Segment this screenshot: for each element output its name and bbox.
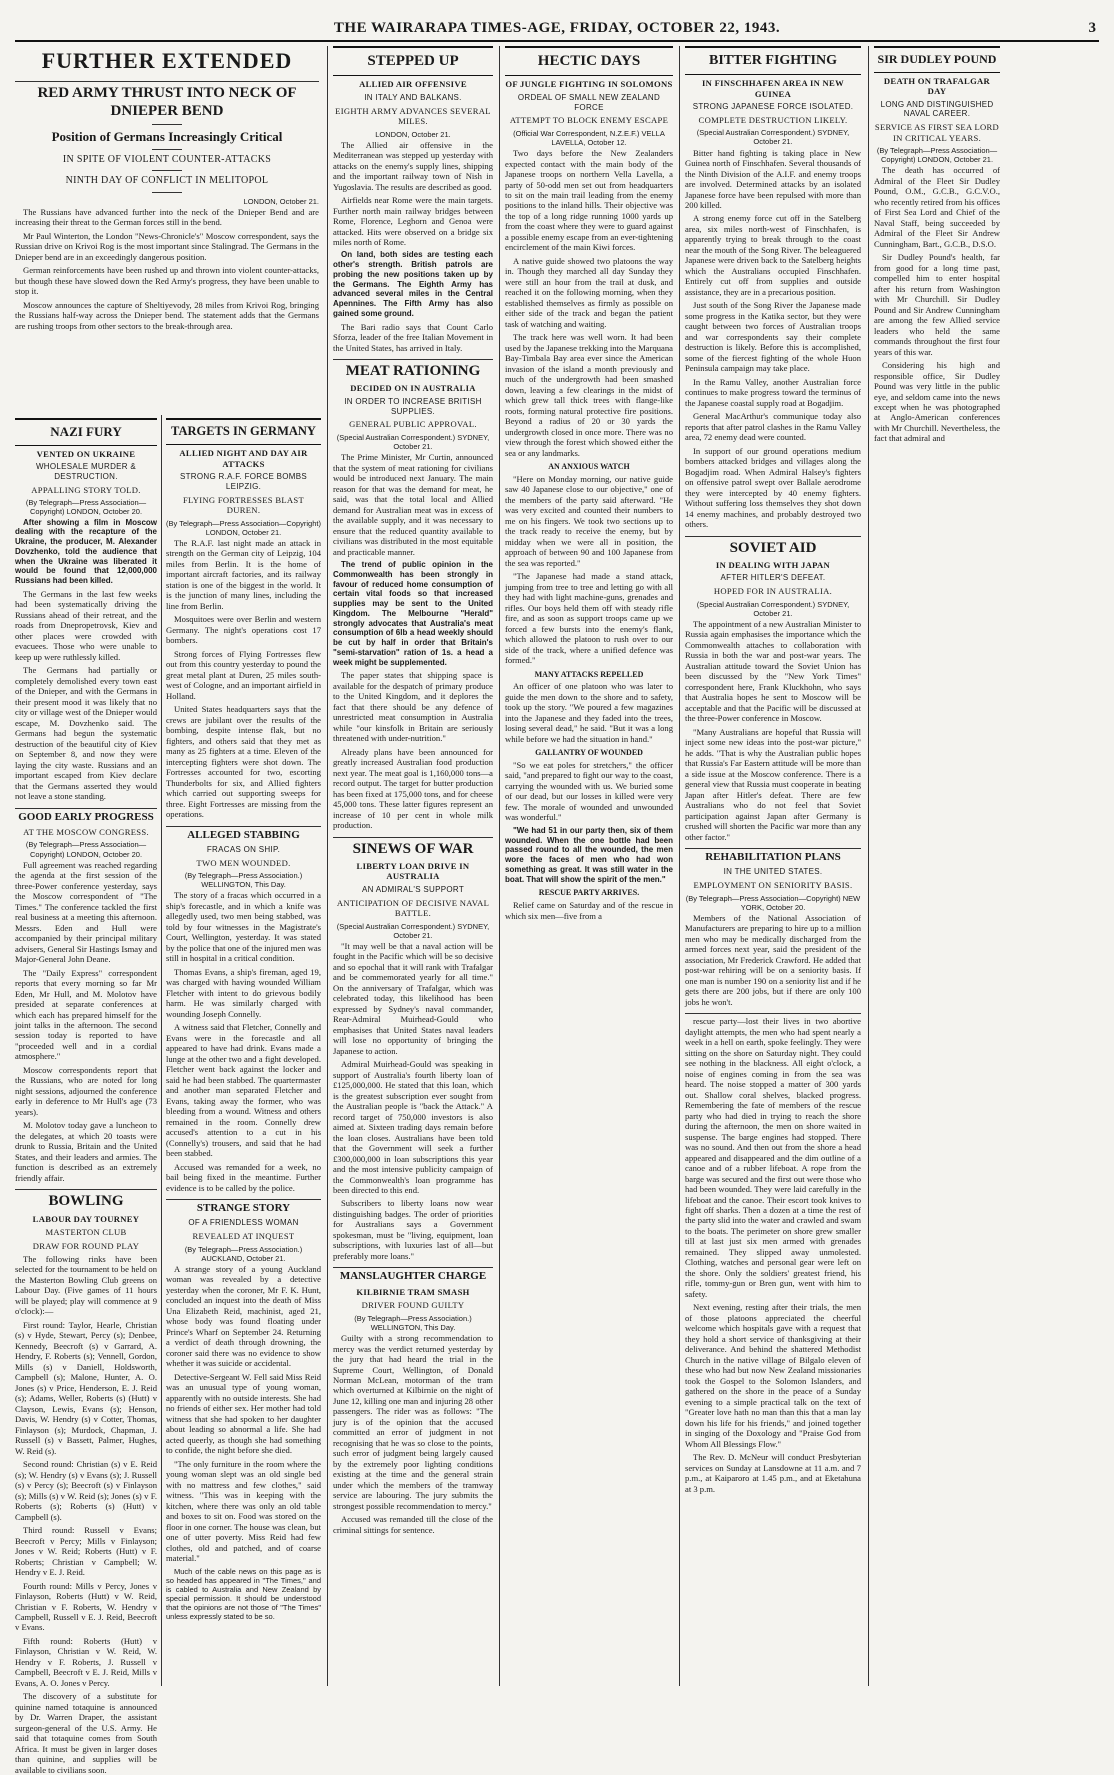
dateline: (Special Australian Correspondent.) SYDNEY, October 21. <box>336 432 490 452</box>
headline: MEAT RATIONING <box>345 363 481 380</box>
kicker: EIGHTH ARMY ADVANCES SEVERAL MILES. <box>335 105 491 127</box>
column-rule <box>679 46 680 1686</box>
headline: NAZI FURY <box>50 424 122 439</box>
paragraph: The Germans in the last few weeks had been systematically driving the Russians ahead of their retreat, and the roads from Dnepropetrovsk, Kiev and other places were crowded with evacuees. Those who were unable to keep up were ruthlessly killed. <box>15 588 157 662</box>
dateline: LONDON, October 21. <box>375 129 451 139</box>
kicker: LIBERTY LOAN DRIVE IN AUSTRALIA <box>356 860 470 882</box>
paragraph: General MacArthur's communique today also reports that after patrol clashes in the Ramu Valley area, 72 enemy dead were counted. <box>685 411 861 443</box>
divider <box>333 359 493 360</box>
paragraph: The Germans had partially or completely demolished every town east of the Dnieper, and with the Germans in their present mood it was likely that no city or village west of the Dnieper would escape, M. Dovzhenko said. The Germans had begun the systematic destruction of the beautiful city of Kiev on September 8, and now they were laying the city waste. Russians and an important escaped from Kiev declare that the Germans asserted they would not leave a stone standing. <box>15 665 157 802</box>
kicker: APPALLING STORY TOLD. <box>31 484 141 495</box>
kicker: MASTERTON CLUB <box>45 1227 127 1238</box>
paragraph: On land, both sides are testing each other's strength. British patrols are probing the new positions taken up by the Germans. The Eighth Army has advanced several miles in the Central Apennines. The Fifth Army has also gained some ground. <box>333 250 493 318</box>
kicker: TWO MEN WOUNDED. <box>196 857 291 868</box>
paragraph: Airfields near Rome were the main targets. Further north main railway bridges between Rome, Florence, Leghorn and Genoa were attacked. Hits were observed on a bridge six miles north of Rome. <box>333 195 493 247</box>
paragraph: Fourth round: Mills v Percy, Jones v Finlayson, Roberts (Hutt) v W. Reid, Christian v F. Roberts, W. Hendry v Campbell, Russell v E. J. Reid, Beecroft v Evans. <box>15 1580 157 1633</box>
dateline: (Special Australian Correspondent.) SYDNEY, October 21. <box>336 921 490 940</box>
kicker: LABOUR DAY TOURNEY <box>32 1213 140 1224</box>
kicker: ATTEMPT TO BLOCK ENEMY ESCAPE <box>509 115 669 126</box>
dateline: (Special Australian Correspondent.) SYDNEY, October 21. <box>696 128 850 147</box>
paragraph: In support of our ground operations medium bombers attacked bridges and villages along the Bogadjim road. When Admiral Halsey's fighters on offensive patrol swept over Ballale aerodrome they were intercepted by 40 enemy fighters. Without suffering loss themselves they shot down 14 enemy machines, and probably destroyed two others. <box>685 445 861 530</box>
dateline: (By Telegraph—Press Association—Copyright) NEW YORK, October 20. <box>685 893 861 912</box>
column-2 <box>333 46 493 1686</box>
divider <box>685 848 861 849</box>
column-rule <box>161 415 162 1686</box>
kicker: ALLIED NIGHT AND DAY AIR ATTACKS <box>179 448 308 469</box>
headline: MANSLAUGHTER CHARGE <box>339 1270 487 1283</box>
kicker: AFTER HITLER'S DEFEAT. <box>720 573 826 583</box>
article-further-extended <box>15 46 319 414</box>
paragraph: The track here was well worn. It had been used by the Japanese trekking into the Marquana Bay-Timbala Bay area ever since the American invasion of the island a month previously and much of the undergrowth had been smashed down, leaving a few clearings in the midst of which grew tall thick trees with flange-like roots, forming natural protective fire positions. Beyond a radius of 20 or 30 yards the undergrowth closed in once more. There was no view through the forest which showed either the sea or any landmarks. <box>505 332 673 458</box>
divider <box>15 808 157 809</box>
divider <box>152 149 182 150</box>
paragraph: Moscow correspondents report that the Russians, who are noted for long night sessions, adjourned the conference early in deference to Mr Hull's age (73 years). <box>15 1064 157 1117</box>
paragraph: Mosquitoes were over Berlin and western Germany. The night's operations cost 17 bombers. <box>166 614 321 646</box>
dateline: (Official War Correspondent, N.Z.E.F.) VELLA LAVELLA, October 12. <box>513 128 665 147</box>
divider <box>15 81 319 82</box>
paragraph: rescue party—lost their lives in two abortive daylight attempts, the men who had spent nearly a week in a hell on earth, spoke feelingly. They were sitting on the shore on Saturday night. They could see nothing in the blackness. All eight o'clock, a noise of engines coming in from the sea was heard. The noise stopped a matter of 300 yards out. Shallow coral shelves, blacked progress. Remembering the fate of members of the rescue party who had died in trying to reach the shore during the afternoon, the men on shore waited in suspense. The barge engines had stopped. There was no sound. And then out from the shore a head appeared and disappeared and the dim outline of a canoe and of a rubber lifeboat. A rope from the barge was secured and the first out were those who had been wounded. They were laid carefully in the lifeboat and the canoe. Their escort took knives to fight off sharks. Then a dozen at a time the rest of the party slid into the water and crawled and swam to the boats. The perimeter on shore grew smaller till at last just six men armed with grenades remained. They slipped away unmolested. Clothing, watches and personal gear were left on the shore. Only the soldiers' greatest friend, his rifle, tommy-gun or Bren gun, went with him to safety. <box>685 1016 861 1299</box>
masthead <box>0 20 1114 42</box>
article-targets <box>166 418 321 445</box>
crosshead: RESCUE PARTY ARRIVES. <box>538 888 640 898</box>
divider <box>152 192 182 193</box>
kicker: DRIVER FOUND GUILTY <box>361 1300 465 1311</box>
paragraph: The death has occurred of Admiral of the Fleet Sir Dudley Pound, O.M., G.C.B., G.C.V.O., who recently retired from his offices of First Sea Lord and Chief of the Naval Staff, being succeeded by Admiral of the Fleet Sir Andrew Cunningham, Bart., G.C.B., D.S.O. <box>874 165 1000 249</box>
column-5 <box>874 46 1099 1686</box>
column-1a <box>15 418 157 1775</box>
paragraph: An officer of one platoon who was later to guide the men down to the shore and to safety, took up the story. "We poured a few magazines into the Japanese and they faded into the trees, losing several dead," he said. "But it was a long while before we had the situation in hand." <box>505 681 673 744</box>
paragraph: Two days before the New Zealanders expected contact with the main body of the Japanese troops on northern Vella Lavella, a party of 50-odd men set out from headquarters to sit on the main trail leading from the enemy positions to the inland hills. Their objective was the top of a long ridge running 1000 yards up from the coast where they were to guard against a possible enemy escape from an ever-tightening encirclement of the main Kiwi forces. <box>505 148 673 253</box>
column-1b <box>166 418 321 1686</box>
kicker: IN DEALING WITH JAPAN <box>715 559 831 570</box>
paragraph: "Here on Monday morning, our native guide saw 40 Japanese close to our objective," one of the members of the party said afterward. "He was very excited and counted their numbers to me on his fingers. We took two sections up to the track ready to receive the enemy, but by midday when we were all in position, the approach of between 90 and 100 Japanese from the sea was reported." <box>505 473 673 568</box>
dateline: (By Telegraph—Press Association.) WELLINGTON, This Day. <box>184 871 303 890</box>
paragraph: Already plans have been announced for greatly increased Australian food production next year. The meat goal is 1,160,000 tons—a record output. The target for butter production has been fixed at 175,000 tons, and for cheese 45,000 tons. These latter figures represent an increase of 10 per cent in whole milk production. <box>333 746 493 831</box>
paragraph: "We had 51 in our party then, six of them wounded. When the one bottle had been passed round to all the wounded, the men wore the faces of men who had won something as great. It was still water in the boat. That will show the spirit of the men." <box>505 825 673 884</box>
paragraph: The R.A.F. last night made an attack in strength on the German city of Leipzig, 104 miles from Berlin. It is the home of important aircraft factories, and its railway station is one of the biggest in the world. It is the junction of many lines, including the line from Berlin. <box>166 537 321 611</box>
dateline: (By Telegraph—Press Association.) WELLINGTON, This Day. <box>354 1313 472 1332</box>
kicker: IN ITALY AND BALKANS. <box>364 92 462 102</box>
paragraph: Detective-Sergeant W. Fell said Miss Reid was an unusual type of young woman, apparently with no outside interests. She had no friends of either sex. Her mother had told witness that she had spoken to her daughter about leading so abnormal a life. She had acted queerly, as though she had something to confide, the night before she died. <box>166 1371 321 1456</box>
kicker: ORDEAL OF SMALL NEW ZEALAND FORCE <box>517 92 661 112</box>
paragraph: United States headquarters says that the crews are jubilant over the results of the bombing, despite intense flak, but no fighters, and others said that they met as many as 25 fighters at a time. Eleven of the intercepting fighters were shot down. The Fortresses accounted for two, escorting Thunderbolts for six, and Allied fighters which carried out supporting sweeps for three. Eight Fortresses are missing from the operations. <box>166 704 321 820</box>
divider <box>333 1267 493 1268</box>
paragraph: Full agreement was reached regarding the agenda at the first session of the three-Power conference yesterday, says the Moscow correspondent of "The Times." The conference tackled the first real business at a meeting this afternoon. Messrs. Eden and Hull were accompanied by their principal military advisers, General Sir Hastings Ismay and Major-General John Deane. <box>15 859 157 965</box>
paragraph: "Many Australians are hopeful that Russia will inject some new ideas into the post-war picture," he adds. "That is why the Australian public hopes that Russia's Far Eastern attitude will be more than a side issue at the Moscow conference. There is a general view that Russia must cooperate in beating Japan after Hitler's defeat. There are few Australians who do not feel that Soviet participation against Japan after Germany is crushed will shorten the Pacific war more than any other factor." <box>685 726 861 842</box>
paragraph: Third round: Russell v Evans; Beecroft v Percy; Mills v Finlayson; Jones v W. Reid; Roberts (Hutt) v F. Roberts; Christian v Campbell; W. Hendry v E. J. Reid. <box>15 1525 157 1578</box>
column-3 <box>505 46 673 1686</box>
kicker: GENERAL PUBLIC APPROVAL. <box>349 419 477 430</box>
paragraph: The Bari radio says that Count Carlo Sforza, leader of the free Italian Movement in the United States, has arrived in Italy. <box>333 321 493 353</box>
paragraph: First round: Taylor, Hearle, Christian (s) v Hyde, Stewart, Percy (s); Denbee, Kennedy, Beecroft (s) v Garrard, A. Hendry, F. Roberts (s); Vennell, Gordon, Mills (s) v Daniell, Holdsworth, Campbell (s); Malone, Hunter, A. O. Jones (s) v Price, Henderson, E. J. Reid (s); Adams, Weller, Roberts (s) (Hutt) v Clayson, Lewis, Evans (s); Henson, Davis, W. Hendry (s) v Cotter, Thomas, Finlayson (s); Murdock, Chapman, J. Russell (s) v Bassett, Palmer, Hughes, W. Reid (s). <box>15 1319 157 1456</box>
headline: BITTER FIGHTING <box>709 53 837 68</box>
paragraph: "It may well be that a naval action will be fought in the Pacific which will be so decisive and so epochal that it will rank with Trafalgar and be commemorated yearly for all time." On the anniversary of Trafalgar, which was celebrated today, this likelihood has been expressed by Sydney's naval commander, Rear-Admiral Muirhead-Gould who emphasises that United States naval leaders will lose no opportunity of bringing the Japanese to action. <box>333 940 493 1056</box>
paragraph: Sir Dudley Pound's health, far from good for a long time past, compelled him to enter hospital after his return from Washington with Mr Churchill. Sir Dudley Pound and Sir Andrew Cunningham are among the few Allied service leaders who held the same commands throughout the first four years of this war. <box>874 252 1000 357</box>
paragraph: A strange story of a young Auckland woman was revealed by a detective yesterday when the coroner, Mr F. K. Hunt, concluded an inquest into the death of Miss Una Elizabeth Reid, machinist, aged 21, whose body was found floating under Prince's Wharf on September 24. Returning a verdict of death through drowning, the coroner said there was no evidence to show whether it was suicide or accidental. <box>166 1263 321 1369</box>
kicker: OF JUNGLE FIGHTING IN SOLOMONS <box>505 79 673 90</box>
paragraph: Much of the cable news on this page as is so headed has appeared in "The Times," and is cabled to Australia and New Zealand by special permission. It should be understood that the opinions are not those of "The Times" unless expressly stated to be so. <box>166 1566 321 1622</box>
kicker: VENTED ON UKRAINE <box>36 448 136 459</box>
masthead-title: THE WAIRARAPA TIMES-AGE, FRIDAY, OCTOBER 22, 1943. <box>333 20 781 36</box>
paragraph: A native guide showed two platoons the way in. Though they marched all day Sunday they were still an hour from the trail at dusk, and reached it on the following morning, when they established themselves as firmly as possible on either side of the track and began the patient task of watching and waiting. <box>505 255 673 329</box>
divider <box>166 826 321 827</box>
paragraph: Just south of the Song River the Japanese made some progress in the Katika sector, but they were caught between two forces of Australian troops and war correspondents say their complete destruction is likely. Before this is accomplished, some of the fiercest fighting of the whole Huon Peninsula campaign may take place. <box>685 300 861 374</box>
crosshead: GALLANTRY OF WOUNDED <box>535 748 643 758</box>
paragraph: Thomas Evans, a ship's fireman, aged 19, was charged with having wounded William Fletcher with intent to do grievous bodily harm. He was similarly charged with wounding Joseph Connelly. <box>166 966 321 1019</box>
kicker: IN FINSCHHAFEN AREA IN NEW GUINEA <box>702 78 844 99</box>
article-hectic-days <box>505 46 673 76</box>
paragraph: Guilty with a strong recommendation to mercy was the verdict returned yesterday by the jury that had heard the trial in the Supreme Court, Wellington, of Donald Norman McLean, motorman of the tram which overturned at Kilbirnie on the night of June 12, killing one man and injuring 28 other passengers. The rider was as follows: "The jury is of the opinion that the accused committed an error of judgment in not recognising that he was so close to the points, such error of judgment being largely caused by the extremely poor lighting conditions existing at the time and the general strain under which the members of the tramway service are labouring. The jury submits the strongest possible recommendation to mercy." <box>333 1333 493 1511</box>
headline: ALLEGED STABBING <box>187 828 300 841</box>
headline: SINEWS OF WAR <box>352 840 474 857</box>
subheadline: RED ARMY THRUST INTO NECK OF DNIEPER BEND <box>37 84 297 120</box>
kicker: AT THE MOSCOW CONGRESS. <box>23 826 149 837</box>
kicker: WHOLESALE MURDER & DESTRUCTION. <box>35 462 137 482</box>
divider <box>685 536 861 537</box>
paragraph: In the Ramu Valley, another Australian force continues to make progress toward the terminus of the Japanese coastal supply road at Bogadjim. <box>685 376 861 408</box>
paragraph: The Prime Minister, Mr Curtin, announced that the system of meat rationing for civilians would be introduced next January. The main reason for that was the demand for meat, he said, was that the total local and Allied demand for Australian meat was in excess of the available supply, and it was necessary to ensure that the reduced quantity available to civilians was distributed in the most equitable and practicable manner. <box>333 452 493 557</box>
paragraph: Bitter hand fighting is taking place in New Guinea north of Finschhafen. Several thousands of the Ninth Division of the A.I.F. and enemy troops are involved. Determined attacks by an isolated Japanese force have been repulsed with more than 200 killed. <box>685 147 861 210</box>
paragraph: The story of a fracas which occurred in a ship's forecastle, and in which a knife was allegedly used, two men being stabbed, was told by four witnesses in the Magistrate's Court, Wellington, yesterday. It was stated by the police that one of the injured men was still in hospital in a critical condition. <box>166 890 321 964</box>
kicker: EMPLOYMENT ON SENIORITY BASIS. <box>693 880 853 891</box>
paragraph: Accused was remanded till the close of the criminal sittings for sentence. <box>333 1514 493 1535</box>
kicker: IN THE UNITED STATES. <box>723 867 823 877</box>
column-rule <box>327 46 328 1686</box>
kicker: DECIDED ON IN AUSTRALIA <box>350 383 476 394</box>
column-5a <box>874 46 1000 1686</box>
kicker: STRONG R.A.F. FORCE BOMBS LEIPZIG. <box>179 472 308 491</box>
headline: TARGETS IN GERMANY <box>171 424 316 438</box>
paragraph: Relief came on Saturday and of the rescue in which six men—five from a <box>505 900 673 921</box>
paragraph: A strong enemy force cut off in the Satelberg area, six miles north-west of Finschhafen, is apparently trying to break through to the coast near the mouth of the Song River. The beleaguered Japanese were driven back to the Satelberg heights which the Australians occupied Finschhafen. Entirely cut off from supplies and outside assistance, they are in a precarious position. <box>685 213 861 297</box>
dateline: (By Telegraph—Press Association—Copyright) LONDON, October 21. <box>166 518 321 537</box>
paragraph: Admiral Muirhead-Gould was speaking in support of Australia's fourth liberty loan of £125,000,000. He stated that this loan, which is the greatest subscription ever sought from the Australian people is "back the Attack." A record target of 750,000 investors is also aimed at. Sixteen trading days remain before the loan closes. Australians have been told that the Government will seek a further £300,000,000 in loan subscriptions this year and the most intensive publicity campaign of the Commonwealth's loan programme has been directed to this end. <box>333 1059 493 1195</box>
crosshead: AN ANXIOUS WATCH <box>548 462 630 472</box>
paragraph: Subscribers to liberty loans now wear distinguishing badges. The order of priorities for Australians says a Government spokesman, must be "living, equipment, loan subscriptions, with luxuries last of all—but preferably more loans." <box>333 1198 493 1261</box>
paragraph: Members of the National Association of Manufacturers are preparing to hire up to a million men who may be medically discharged from the armed forces next year, said the president of the association, Mr Frederick Crawford. He added that post-war rehiring will be on a seniority basis. If one man is number 190 on a seniority list and if he gets there are 200 jobs, but if there are only 100 jobs he won't. <box>685 912 861 1007</box>
kicker: DEATH ON TRAFALGAR DAY <box>883 75 991 97</box>
paragraph: Mr Paul Winterton, the London "News-Chronicle's" Moscow correspondent, says the Russian drive on Krivoi Rog is the most important since Stalingrad. The Germans in the Dnieper bend are in an exceedingly dangerous position. <box>15 230 319 262</box>
paragraph: "The Japanese had made a stand attack, jumping from tree to tree and letting go with all they had with light machine-guns, grenades and rifles. Our boys held them off with steady rifle fire, and as soon as support troops came up we forced a few bursts into the enemy's flank, which allowed the platoon to rush over to our side of the track, where a unified defence was formed." <box>505 571 673 666</box>
paragraph: After showing a film in Moscow dealing with the recapture of the Ukraine, the producer, M. Alexander Dovzhenko, told the audience that when the Ukraine was liberated it would be found that 12,000,000 Russians had been killed. <box>15 517 157 586</box>
paragraph: The Russians have advanced further into the neck of the Dnieper Bend and are increasing their threat to the German forces still in the bend. <box>15 206 319 228</box>
kicker: SERVICE AS FIRST SEA LORD IN CRITICAL YEARS. <box>874 122 1000 143</box>
column-rule <box>868 46 869 1686</box>
kicker: NINTH DAY OF CONFLICT IN MELITOPOL <box>65 175 269 187</box>
divider <box>152 170 182 171</box>
article-stepped-up <box>333 46 493 76</box>
headline: BOWLING <box>48 1193 124 1210</box>
kicker: FRACAS ON SHIP. <box>206 844 281 854</box>
paragraph: The following rinks have been selected for the tournament to be held on the Masterton Bowling Club greens on Labour Day. (Five games of 11 hours will be played; play will commence at 9 o'clock):— <box>15 1254 157 1317</box>
paragraph: Considering his high and responsible office, Sir Dudley Pound was very little in the public eye, and seldom came into the news except when he was photographed at Anglo-American conferences with Mr Churchill. Nevertheless, the fact that admiral and <box>874 360 1001 444</box>
paragraph: A witness said that Fletcher, Connelly and Evans were in the forecastle and all appeared to have had drink. Evans made a lunge at the other two and a fight developed. Fletcher went back against the locker and said he had been stabbed. The quartermaster and another man separated Fletcher and Evans, taking away the former, who was bleeding from a wound. Witness and others remained in the room. Connelly drew accused's attention to a cut in his (Connelly's) trousers, and said that he had been stabbed. <box>166 1022 321 1159</box>
paragraph: Moscow announces the capture of Sheltiyevody, 28 miles from Krivoi Rog, bringing the Russians half-way across the Dnieper bend. The statement adds that the Germans are rushing troops from other sectors to the break-through area. <box>15 299 319 331</box>
kicker: OF A FRIENDLESS WOMAN <box>188 1218 299 1228</box>
divider <box>152 124 182 125</box>
dateline: (By Telegraph—Press Association—Copyright) LONDON, October 20. <box>25 840 147 859</box>
paragraph: Fifth round: Roberts (Hutt) v Finlayson, Christian v W. Reid, W. Hendry v F. Roberts, J. Russell v Campbell, Beecroft v E. J. Reid, Mills v Evans, A. O. Jones v Percy. <box>15 1635 157 1688</box>
top-rule <box>15 40 1099 42</box>
paragraph: "So we eat poles for stretchers," the officer said, "and prepared to fight our way to the coast, carrying the wounded with us. We buried some of our dead, but our losses in killed were very few. The morale of wounded and unwounded was wonderful." <box>505 759 673 823</box>
kicker: LONG AND DISTINGUISHED NAVAL CAREER. <box>880 99 994 119</box>
headline: STEPPED UP <box>367 53 459 69</box>
kicker: IN SPITE OF VIOLENT COUNTER-ATTACKS <box>62 154 272 166</box>
paragraph: The "Daily Express" correspondent reports that every morning so far Mr Eden, Mr Hull, and M. Molotov have presided at separate conferences at which each has prepared himself for the joint talks in the afternoon. The second session today is reported to have "proceeded well and in a cordial atmosphere." <box>15 967 157 1062</box>
headline: FURTHER EXTENDED <box>41 48 293 73</box>
headline: HECTIC DAYS <box>537 53 641 69</box>
column-rule <box>499 46 500 1686</box>
kicker: IN ORDER TO INCREASE BRITISH SUPPLIES. <box>344 396 482 416</box>
dateline: (By Telegraph—Press Association—Copyright) LONDON, October 21. <box>876 146 998 165</box>
paragraph: Next evening, resting after their trials, the men of those platoons appreciated the cheerful welcome which hospitals gave with a request that they hold a short service of thanksgiving at their deliverance. And behind the shattered Methodist Church in the native village of Bilgalo eleven of these who had but now New Zealand missionaries took the Gospel to the Solomon Islanders, and gathered on the shore in the peace of a Sunday evening to a simple practical talk on the text of "Greater love hath no man than this that a man lay down his life for his friends," and joined together in singing of the Doxology and "Praise God from Whom All Blessings Flow." <box>685 1302 861 1449</box>
article-bitter-fighting <box>685 46 861 75</box>
dateline: (By Telegraph—Press Association.) AUCKLAND, October 21. <box>184 1244 303 1263</box>
divider <box>15 1189 157 1190</box>
paragraph: The discovery of a substitute for quinine named totaquine is announced by Dr. Warren Draper, the assistant surgeon-general of the U.S. Army. He said that totaquine comes from South Africa. It must be given in larger doses than quinine, and supplies will be available to civilians soon. <box>15 1691 157 1775</box>
article-nazi-fury <box>15 418 157 446</box>
kicker: ANTICIPATION OF DECISIVE NAVAL BATTLE. <box>336 897 490 919</box>
headline: GOOD EARLY PROGRESS <box>18 810 154 823</box>
page-number: 3 <box>1088 20 1096 36</box>
headline: REHABILITATION PLANS <box>705 850 841 863</box>
dateline: (By Telegraph—Press Association—Copyright) LONDON, October 20. <box>25 498 147 517</box>
dateline: LONDON, October 21. <box>243 196 319 206</box>
kicker: AN ADMIRAL'S SUPPORT <box>361 884 465 894</box>
paragraph: M. Molotov today gave a luncheon to the delegates, at which 20 toasts were drunk to Russia, Britain and the United States, and their leaders and armies. The function is described as an extremely friendly affair. <box>15 1120 157 1183</box>
paragraph: Strong forces of Flying Fortresses flew out from this country yesterday to pound the great metal plant at Duren, 25 miles south-west of Cologne, and an important airfield in Holland. <box>166 648 321 701</box>
paragraph: The trend of public opinion in the Commonwealth has been strongly in favour of reduced home consumption of certain vital foods so that increased supplies may be sent to the United Kingdom. The Melbourne "Herald" strongly advocates that Australia's meat consumption of 6lb a head weekly should be cut by half in order that Britain's "semi-starvation" ration of 1s. a head a week might be supplemented. <box>333 560 493 667</box>
kicker: FLYING FORTRESSES BLAST DUREN. <box>182 494 305 516</box>
paragraph: The Rev. D. McNeur will conduct Presbyterian services on Sunday at Lansdowne at 11 a.m. and 7 p.m., at Kaiparoro at 1.45 p.m., and at Eketahuna at 3 p.m. <box>685 1452 861 1494</box>
subheadline: Position of Germans Increasingly Critical <box>51 129 283 145</box>
paragraph: German reinforcements have been rushed up and thrown into violent counter-attacks, but though these have slowed down the Red Army's progress, they have been unable to stop it. <box>15 265 319 297</box>
article-sir-dudley-pound <box>874 46 1000 73</box>
kicker: REVEALED AT INQUEST <box>192 1231 295 1242</box>
headline: SOVIET AID <box>729 539 817 556</box>
dateline: (Special Australian Correspondent.) SYDNEY, October 21. <box>696 599 850 618</box>
divider <box>333 837 493 838</box>
kicker: KILBIRNIE TRAM SMASH <box>356 1286 470 1297</box>
paragraph: Accused was remanded for a week, no bail being fixed in the meantime. Further evidence is to be called by the police. <box>166 1161 321 1193</box>
divider <box>685 1013 861 1014</box>
kicker: DRAW FOR ROUND PLAY <box>32 1240 140 1251</box>
column-4 <box>685 46 861 1686</box>
paragraph: "The only furniture in the room where the young woman slept was an old single bed with no mattress and few clothes," said witness. "This was in keeping with the kitchen, where there was only an old table and boxes to sit on. Food was stored on the floor in one corner. The house was clean, but one of utter poverty. Miss Reid had few clothes, old and patched, and of coarse material." <box>166 1458 321 1564</box>
headline: STRANGE STORY <box>196 1202 291 1215</box>
headline: SIR DUDLEY POUND <box>877 52 997 66</box>
crosshead: MANY ATTACKS REPELLED <box>534 669 644 679</box>
divider <box>166 1199 321 1200</box>
paragraph: Second round: Christian (s) v E. Reid (s); W. Hendry (s) v Evans (s); J. Russell (s) v Percy (s); Beecroft (s) v Finlayson (s); Mills (s) v W. Reid (s); Jones (s) v F. Roberts (s); Roberts (s) (Hutt) v Campbell (s). <box>15 1459 157 1522</box>
kicker: COMPLETE DESTRUCTION LIKELY. <box>698 114 848 125</box>
paragraph: The paper states that shipping space is available for the despatch of primary produce to the United Kingdom, and it deplores the fact that there should be any defence of unrestricted meat consumption in Australia while "our kinsfolk in Britain are seriously threatened with under-nutrition." <box>333 670 493 744</box>
paragraph: The appointment of a new Australian Minister to Russia again emphasises the importance which the Commonwealth attaches to collaboration with Russia in both the war and post-war years. The Australian attitude toward the Soviet Union has been discussed by the "New York Times" correspondent here, Frank Kluckhohn, who says that Australia hopes he sent to Moscow will be acceptable and that the Pacific will be discussed at the three-Power conference in Moscow. <box>685 618 861 724</box>
kicker: HOPED FOR IN AUSTRALIA. <box>713 586 833 597</box>
kicker: ALLIED AIR OFFENSIVE <box>359 79 467 90</box>
paragraph: The Allied air offensive in the Mediterranean was stepped up yesterday with attacks on the enemy's supply lines, shipping and the important railway town of Nish in Yugoslavia. The results are described as good. <box>333 139 493 192</box>
kicker: STRONG JAPANESE FORCE ISOLATED. <box>692 102 854 112</box>
